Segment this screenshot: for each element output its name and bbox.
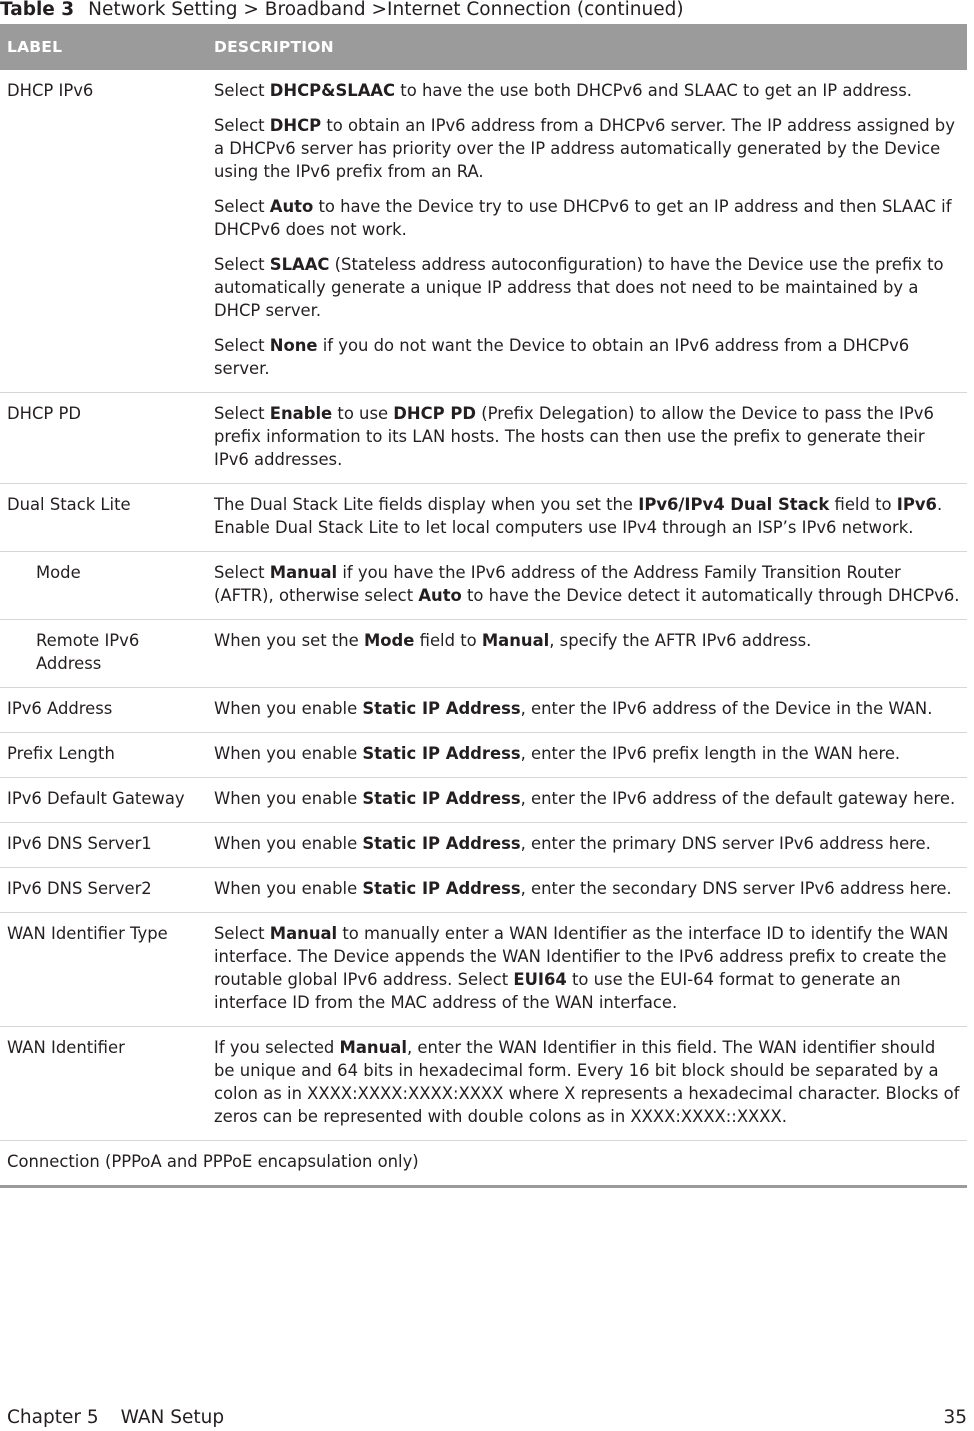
table-row (0, 484, 967, 552)
text-run: if you do not want the Device to obtain an IPv6 address from a DHCPv6 server. (214, 336, 910, 378)
text-run: When you enable (214, 699, 363, 718)
bold-term: DHCP PD (393, 404, 476, 423)
text-run: Select (214, 563, 270, 582)
section-row (0, 1141, 967, 1187)
bold-term: Static IP Address (362, 699, 521, 718)
label-column-header: LABEL (0, 24, 207, 70)
table-row (0, 620, 967, 688)
table-row (0, 1027, 967, 1141)
description-paragraph (214, 114, 960, 183)
row-label: IPv6 DNS Server2 (0, 868, 207, 913)
text-run: if you have the IPv6 address of the Address Family Transition Router (AFTR), otherwise select (214, 563, 901, 605)
description-paragraph (214, 787, 960, 810)
chapter-reference (7, 1405, 224, 1431)
row-label: IPv6 DNS Server1 (0, 823, 207, 868)
text-run: If you selected (214, 1038, 340, 1057)
description-paragraph (214, 402, 960, 471)
row-label: DHCP PD (0, 393, 207, 484)
row-description (207, 913, 967, 1027)
settings-table (0, 24, 967, 1188)
text-run: When you enable (214, 789, 363, 808)
bold-term: Manual (269, 924, 338, 943)
description-paragraph (214, 922, 960, 1014)
table-row (0, 868, 967, 913)
text-run: , enter the primary DNS server IPv6 address here. (520, 834, 931, 853)
bold-term: Static IP Address (362, 744, 521, 763)
page-number: 35 (943, 1407, 967, 1428)
row-description (207, 778, 967, 823)
bold-term: Auto (269, 197, 314, 216)
row-label: Prefix Length (0, 733, 207, 778)
description-paragraph (214, 1036, 960, 1128)
row-label: DHCP IPv6 (0, 70, 207, 393)
table-row (0, 733, 967, 778)
table-header-row (0, 24, 967, 70)
table-title: Network Setting > Broadband >Internet Connection (continued) (88, 0, 684, 20)
bold-term: Manual (269, 563, 338, 582)
bold-term: Static IP Address (362, 834, 521, 853)
text-run: to obtain an IPv6 address from a DHCPv6 server. The IP address assigned by a DHCPv6 server has priority over the IP address automatically generated by the Device using the IPv6 prefix from an RA. (214, 116, 955, 181)
text-run: Select (214, 404, 270, 423)
bold-term: Static IP Address (362, 789, 521, 808)
bold-term: IPv6 (896, 495, 937, 514)
row-description (207, 733, 967, 778)
row-label: Remote IPv6 Address (0, 620, 207, 688)
bold-term: Manual (481, 631, 550, 650)
row-description (207, 868, 967, 913)
description-paragraph (214, 493, 960, 539)
text-run: (Stateless address autoconfiguration) to have the Device use the prefix to automatically generate a unique IP address that does not need to be maintained by a DHCP server. (214, 255, 944, 320)
chapter-number: Chapter 5 (7, 1407, 99, 1428)
text-run: Select (214, 116, 270, 135)
description-paragraph (214, 832, 960, 855)
text-run: , enter the secondary DNS server IPv6 address here. (520, 879, 952, 898)
description-paragraph (214, 79, 960, 102)
row-description (207, 1027, 967, 1141)
row-label: WAN Identifier Type (0, 913, 207, 1027)
row-description (207, 70, 967, 393)
row-label: IPv6 Address (0, 688, 207, 733)
description-paragraph (214, 253, 960, 322)
row-description (207, 484, 967, 552)
row-description (207, 552, 967, 620)
bold-term: IPv6/IPv4 Dual Stack (638, 495, 830, 514)
row-description (207, 823, 967, 868)
table-row (0, 393, 967, 484)
row-label: Mode (0, 552, 207, 620)
table-row (0, 778, 967, 823)
row-label: IPv6 Default Gateway (0, 778, 207, 823)
description-paragraph (214, 877, 960, 900)
text-run: field to (829, 495, 897, 514)
bold-term: Manual (339, 1038, 407, 1057)
description-column-header: DESCRIPTION (207, 24, 967, 70)
bold-term: Mode (363, 631, 415, 650)
bold-term: Auto (418, 586, 462, 605)
section-label: Connection (PPPoA and PPPoE encapsulation only) (0, 1141, 967, 1187)
text-run: to have the Device try to use DHCPv6 to get an IP address and then SLAAC if DHCPv6 does not work. (214, 197, 952, 239)
description-paragraph (214, 629, 960, 652)
table-row (0, 913, 967, 1027)
table-row (0, 688, 967, 733)
text-run: When you enable (214, 834, 363, 853)
bold-term: DHCP&SLAAC (269, 81, 396, 100)
text-run: Select (214, 336, 270, 355)
text-run: , enter the IPv6 prefix length in the WAN here. (520, 744, 901, 763)
table-caption (0, 0, 684, 22)
description-paragraph (214, 742, 960, 765)
row-description (207, 393, 967, 484)
table-row (0, 70, 967, 393)
text-run: When you set the (214, 631, 364, 650)
bold-term: None (269, 336, 318, 355)
text-run: , enter the WAN Identifier in this field. The WAN identifier should be unique and 64 bits in hexadecimal form. Every 16 bit block should be separated by a colon as in XXXX:XXXX:XXXX:XXXX where X represents a hexadecimal character. Blocks of zeros can be represented with double colons as in XXXX:XXXX::XXXX. (214, 1038, 960, 1126)
row-description (207, 620, 967, 688)
text-run: to use (332, 404, 394, 423)
text-run: (Prefix Delegation) to allow the Device to pass the IPv6 prefix information to its LAN hosts. The hosts can then use the prefix to generate their IPv6 addresses. (214, 404, 934, 469)
row-description (207, 688, 967, 733)
page-footer (7, 1405, 967, 1431)
bold-term: EUI64 (513, 970, 567, 989)
text-run: When you enable (214, 744, 363, 763)
description-paragraph (214, 334, 960, 380)
bold-term: Enable (269, 404, 333, 423)
bold-term: SLAAC (269, 255, 330, 274)
text-run: Select (214, 255, 270, 274)
text-run: to have the Device detect it automatically through DHCPv6. (461, 586, 960, 605)
table-row (0, 552, 967, 620)
text-run: to manually enter a WAN Identifier as the interface ID to identify the WAN interface. The Device appends the WAN Identifier to the IPv6 address prefix to create the routable global IPv6 address. Select (214, 924, 949, 989)
description-paragraph (214, 561, 960, 607)
text-run: Select (214, 197, 270, 216)
text-run: field to (414, 631, 482, 650)
text-run: The Dual Stack Lite fields display when you set the (214, 495, 639, 514)
description-paragraph (214, 195, 960, 241)
text-run: to have the use both DHCPv6 and SLAAC to get an IP address. (395, 81, 912, 100)
row-label: WAN Identifier (0, 1027, 207, 1141)
row-label: Dual Stack Lite (0, 484, 207, 552)
table-number: Table 3 (0, 0, 75, 20)
text-run: When you enable (214, 879, 363, 898)
description-paragraph (214, 697, 960, 720)
bold-term: Static IP Address (362, 879, 521, 898)
text-run: , enter the IPv6 address of the default gateway here. (520, 789, 956, 808)
text-run: . Enable Dual Stack Lite to let local computers use IPv4 through an ISP’s IPv6 network. (214, 495, 943, 537)
text-run: , enter the IPv6 address of the Device in the WAN. (520, 699, 933, 718)
text-run: to use the EUI-64 format to generate an interface ID from the MAC address of the WAN interface. (214, 970, 901, 1012)
text-run: , specify the AFTR IPv6 address. (549, 631, 812, 650)
bold-term: DHCP (269, 116, 322, 135)
chapter-title: WAN Setup (120, 1407, 225, 1428)
text-run: Select (214, 81, 270, 100)
table-row (0, 823, 967, 868)
text-run: Select (214, 924, 270, 943)
